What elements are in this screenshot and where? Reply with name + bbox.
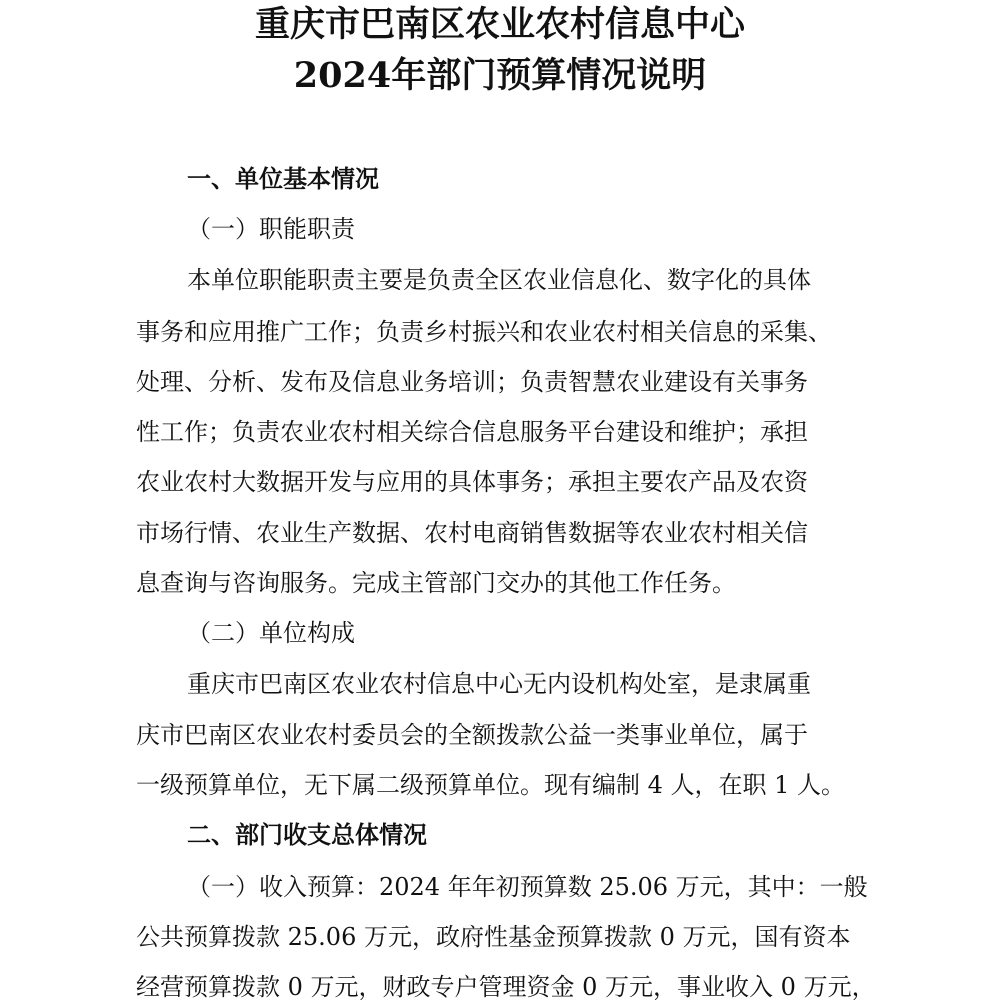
document-title-line-2: 2024年部门预算情况说明 [293, 55, 707, 96]
paragraph-line: 一级预算单位，无下属二级预算单位。现有编制 4 人，在职 1 人。 [136, 771, 846, 799]
paragraph-line: 事务和应用推广工作；负责乡村振兴和农业农村相关信息的采集、 [136, 318, 832, 346]
paragraph-line: 庆市巴南区农业农村委员会的全额拨款公益一类事业单位，属于 [136, 721, 808, 749]
paragraph-line: （一）收入预算：2024 年年初预算数 25.06 万元，其中：一般 [187, 873, 868, 901]
section-heading-unit-basic-info: 一、单位基本情况 [187, 164, 379, 193]
paragraph-line: 息查询与咨询服务。完成主管部门交办的其他工作任务。 [136, 569, 736, 597]
paragraph-line: 处理、分析、发布及信息业务培训；负责智慧农业建设有关事务 [136, 368, 808, 396]
paragraph-line: 重庆市巴南区农业农村信息中心无内设机构处室，是隶属重 [187, 670, 811, 698]
subheading-functions: （一）职能职责 [187, 215, 355, 243]
paragraph-line: 市场行情、农业生产数据、农村电商销售数据等农业农村相关信 [136, 519, 808, 547]
subheading-unit-composition: （二）单位构成 [187, 619, 355, 647]
paragraph-line: 经营预算拨款 0 万元，财政专户管理资金 0 万元，事业收入 0 万元， [136, 973, 876, 1001]
document-title-line-1: 重庆市巴南区农业农村信息中心 [254, 4, 745, 45]
paragraph-line: 公共预算拨款 25.06 万元，政府性基金预算拨款 0 万元，国有资本 [136, 923, 851, 951]
paragraph-line: 农业农村大数据开发与应用的具体事务；承担主要农产品及农资 [136, 468, 808, 496]
paragraph-line: 本单位职能职责主要是负责全区农业信息化、数字化的具体 [187, 266, 811, 294]
section-heading-revenue-expenditure: 二、部门收支总体情况 [187, 820, 427, 849]
paragraph-line: 性工作；负责农业农村相关综合信息服务平台建设和维护；承担 [136, 418, 808, 446]
